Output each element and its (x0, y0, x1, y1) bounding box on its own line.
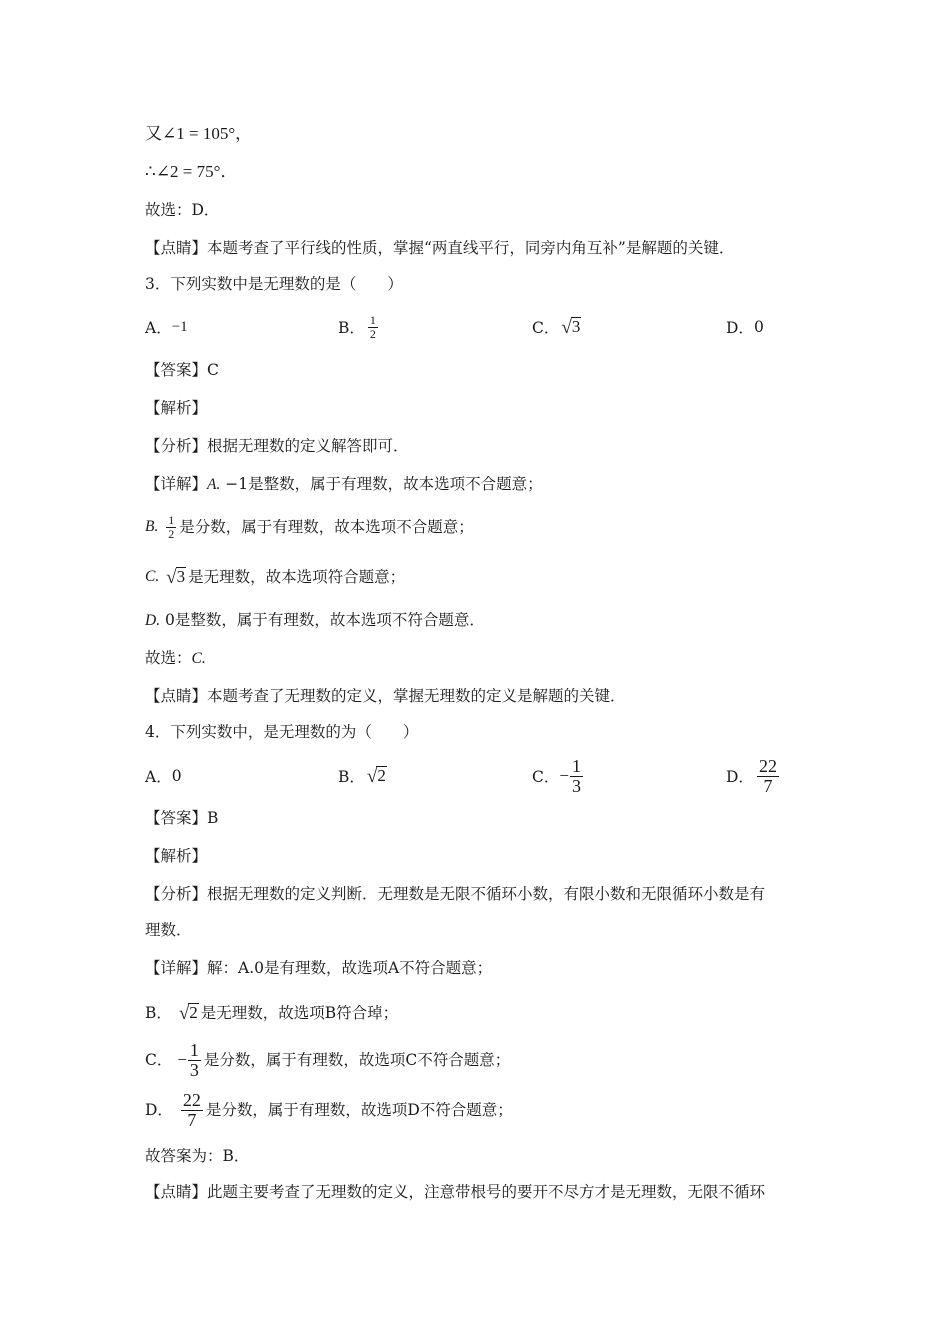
q4-option-b (338, 758, 389, 794)
option-label: D． (726, 319, 754, 337)
detail-text: 是分数，属于有理数，故选项C不符合题意； (203, 1051, 511, 1069)
q4-fenxi-line1: 【分析】根据无理数的定义判断．无理数是无限不循环小数，有限小数和无限循环小数是有 (145, 885, 766, 903)
fraction (166, 514, 176, 540)
radicand: 3 (571, 317, 581, 337)
option-label: B． (338, 768, 365, 786)
q4-option-d (726, 754, 782, 798)
fraction (188, 1041, 201, 1080)
detail-prefix: 【详解】 (145, 475, 208, 493)
radical-sign-icon: √ (166, 566, 177, 588)
q4-detail-d (145, 1088, 513, 1132)
square-root (561, 317, 581, 337)
q3-detail-a (145, 472, 543, 497)
radical-sign-icon: √ (178, 1002, 190, 1024)
line-angle1: 又∠1 = 105°， (145, 124, 253, 143)
numerator: 1 (189, 1039, 199, 1060)
q4-detail-a: 【详解】解：A.0是有理数，故选项A不符合题意； (145, 959, 493, 977)
q3-detail-c (145, 562, 405, 592)
q4-fenxi-line2: 理数． (145, 921, 192, 939)
denominator: 7 (187, 1109, 197, 1130)
option-value: 0 (171, 767, 182, 785)
q3-analysis-title: 【解析】 (145, 399, 208, 417)
q3-option-d (726, 312, 764, 342)
denominator: 7 (763, 775, 773, 796)
numerator: 22 (182, 1089, 201, 1110)
line-choose-d: 故选：D． (145, 201, 220, 219)
detail-text: −1是整数，属于有理数，故本选项不合题意； (225, 475, 543, 493)
detail-label: C． (145, 1051, 173, 1069)
square-root (179, 1003, 199, 1023)
q4-option-c (532, 754, 586, 798)
detail-label: A. (207, 476, 221, 493)
option-label: C． (532, 768, 560, 786)
q3-answer: 【答案】C (145, 361, 219, 379)
detail-text: 是无理数，故本选项符合题意； (188, 568, 406, 586)
q4-stem: 4．下列实数中，是无理数的为（ ） (145, 723, 419, 741)
radical-sign-icon: √ (366, 765, 378, 787)
line-dianjing-q2: 【点睛】本题考查了平行线的性质，掌握“两直线平行，同旁内角互补”是解题的关键． (145, 239, 735, 257)
fraction (181, 1091, 203, 1130)
q4-option-a (145, 758, 182, 794)
detail-label: D. (145, 612, 161, 629)
q4-answer: 【答案】B (145, 809, 219, 827)
option-label: D． (726, 768, 754, 786)
q3-option-a (145, 312, 188, 342)
q3-choose (145, 646, 206, 671)
numerator: 1 (369, 312, 376, 327)
q4-detail-c (145, 1038, 510, 1082)
q3-detail-b (145, 510, 474, 544)
detail-text: 是分数，属于有理数，故选项D不符合题意； (205, 1101, 513, 1119)
fraction (757, 757, 779, 796)
radicand: 2 (189, 1003, 198, 1023)
detail-text: 是无理数，故选项B符合琸； (200, 1004, 399, 1022)
numerator: 1 (571, 755, 581, 776)
q3-option-c (532, 312, 583, 342)
q4-analysis-title: 【解析】 (145, 847, 208, 865)
denominator: 2 (369, 326, 376, 341)
q4-choose: 故答案为：B． (145, 1147, 250, 1165)
fraction (570, 757, 583, 796)
detail-label: D． (145, 1101, 173, 1119)
fraction (368, 314, 378, 340)
detail-text: 是分数，属于有理数，故本选项不合题意； (179, 518, 474, 536)
radicand: 2 (377, 766, 386, 786)
detail-label: B. (145, 518, 159, 535)
q3-dianjing: 【点睛】本题考查了无理数的定义，掌握无理数的定义是解题的关键． (145, 687, 626, 705)
numerator: 22 (758, 755, 777, 776)
denominator: 2 (168, 526, 175, 541)
q3-option-b (338, 310, 381, 344)
line-angle2: ∴∠2 = 75°． (145, 162, 238, 181)
denominator: 3 (189, 1059, 199, 1080)
option-value: 0 (753, 318, 764, 336)
radical-sign-icon: √ (561, 316, 572, 338)
minus-sign: − (177, 1050, 187, 1069)
numerator: 1 (168, 512, 175, 527)
detail-text: 0是整数，属于有理数，故本选项不符合题意． (165, 611, 485, 629)
square-root (166, 567, 186, 587)
choose-prefix: 故选： (145, 649, 192, 667)
option-label: B． (338, 319, 365, 337)
q4-dianjing: 【点睛】此题主要考查了无理数的定义，注意带根号的要开不尽方才是无理数，无限不循环 (145, 1183, 766, 1201)
radicand: 3 (176, 567, 186, 587)
option-label: A． (145, 319, 172, 337)
square-root (367, 766, 387, 786)
denominator: 3 (571, 775, 581, 796)
option-value: −1 (171, 318, 188, 335)
q4-detail-b (145, 998, 398, 1028)
option-label: C． (532, 319, 560, 337)
detail-label: B． (145, 1004, 172, 1022)
option-label: A． (145, 768, 172, 786)
q3-stem: 3．下列实数中是无理数的是（ ） (145, 275, 403, 293)
choose-value: C. (191, 650, 206, 667)
q3-fenxi: 【分析】根据无理数的定义解答即可． (145, 437, 409, 455)
q3-detail-d (145, 608, 485, 633)
detail-label: C. (145, 568, 160, 585)
minus-sign: − (559, 766, 569, 785)
